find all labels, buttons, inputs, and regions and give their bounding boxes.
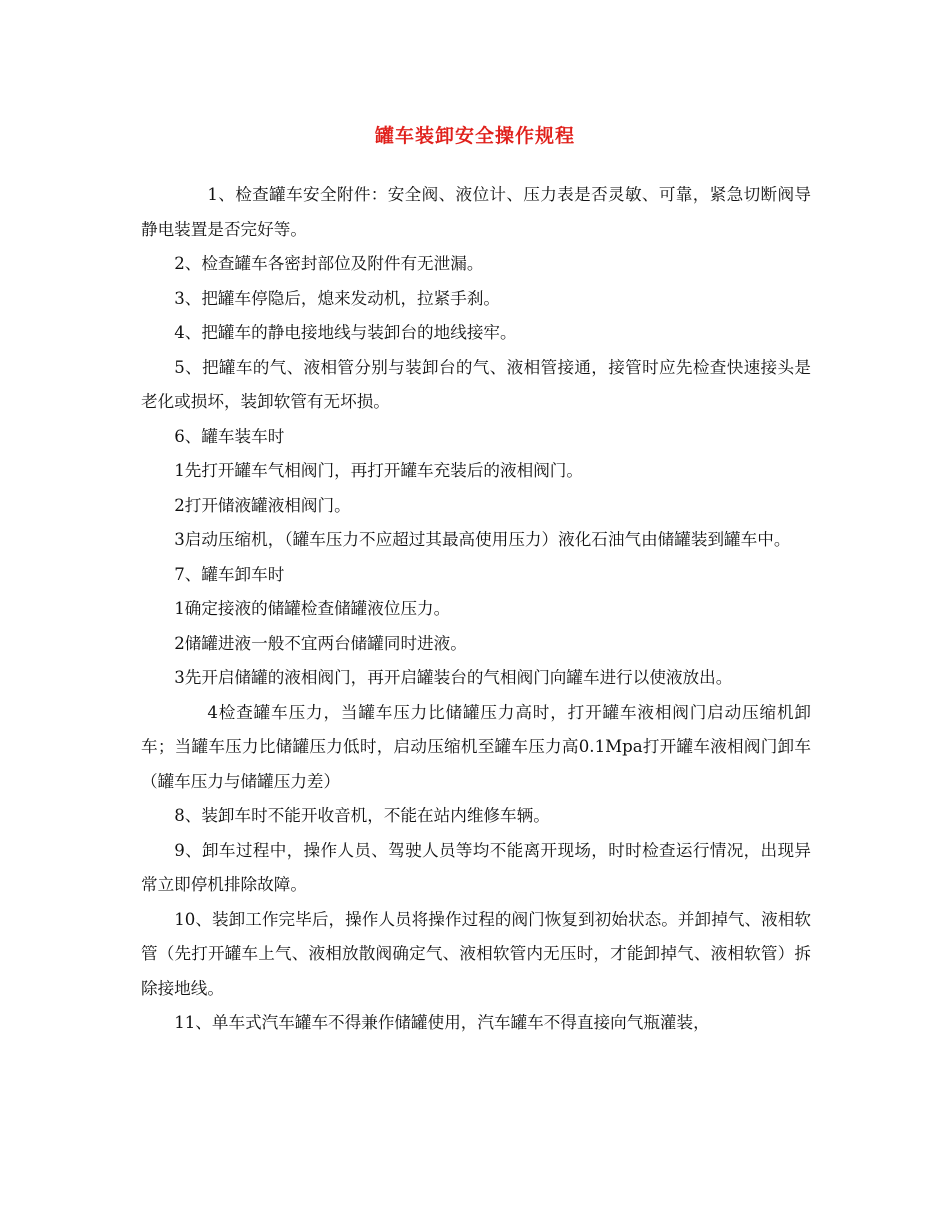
paragraph-4: 4、把罐车的静电接地线与装卸台的地线接牢。 (174, 323, 517, 342)
paragraph-9: 9、卸车过程中，操作人员、驾驶人员等均不能离开现场，时时检查运行情况，出现异常立即停机排除故障。 (141, 840, 811, 894)
paragraph-7-2: 2储罐进液一般不宜两台储罐同时进液。 (174, 633, 467, 653)
paragraph-6-2: 2打开储液罐液相阀门。 (174, 495, 351, 515)
paragraph-6: 6、罐车装车时 (174, 426, 285, 446)
paragraph-2: 2、检查罐车各密封部位及附件有无泄漏。 (174, 254, 484, 273)
paragraph-6-1: 1先打开罐车气相阀门，再打开罐车充装后的液相阀门。 (174, 461, 583, 480)
paragraph-8: 8、装卸车时不能开收音机，不能在站内维修车辆。 (174, 806, 550, 825)
paragraph-10: 10、装卸工作完毕后，操作人员将操作过程的阀门恢复到初始状态。并卸掉气、液相软管（先打开罐车上气、液相放散阀确定气、液相软管内无压时，才能卸掉气、液相软管）拆除接地线。 (141, 909, 811, 998)
paragraph-7-4: 4检查罐车压力，当罐车压力比储罐压力高时，打开罐车液相阀门启动压缩机卸车；当罐车压力比储罐压力低时，启动压缩机至罐车压力高0.1Mpa打开罐车液相阀门卸车（罐车压力与储罐压力差） (141, 702, 811, 791)
document-title: 罐车装卸安全操作规程 (374, 125, 575, 147)
paragraph-7-1: 1确定接液的储罐检查储罐液位压力。 (174, 599, 451, 618)
paragraph-11: 11、单车式汽车罐车不得兼作储罐使用，汽车罐车不得直接向气瓶灌装， (174, 1013, 710, 1032)
paragraph-3: 3、把罐车停隐后，熄来发动机，拉紧手刹。 (174, 288, 501, 308)
paragraph-5: 5、把罐车的气、液相管分别与装卸台的气、液相管接通，接管时应先检查快速接头是老化或损坏，装卸软管有无坏损。 (141, 357, 811, 411)
paragraph-1: 1、检查罐车安全附件：安全阀、液位计、压力表是否灵敏、可靠，紧急切断阀导静电装置是否完好等。 (141, 185, 811, 239)
paragraph-7: 7、罐车卸车时 (174, 564, 285, 584)
document-body (141, 178, 811, 1041)
paragraph-7-3: 3先开启储罐的液相阀门，再开启罐装台的气相阀门向罐车进行以使液放出。 (174, 668, 733, 687)
paragraph-6-3: 3启动压缩机，（罐车压力不应超过其最高使用压力）液化石油气由储罐装到罐车中。 (174, 530, 791, 549)
